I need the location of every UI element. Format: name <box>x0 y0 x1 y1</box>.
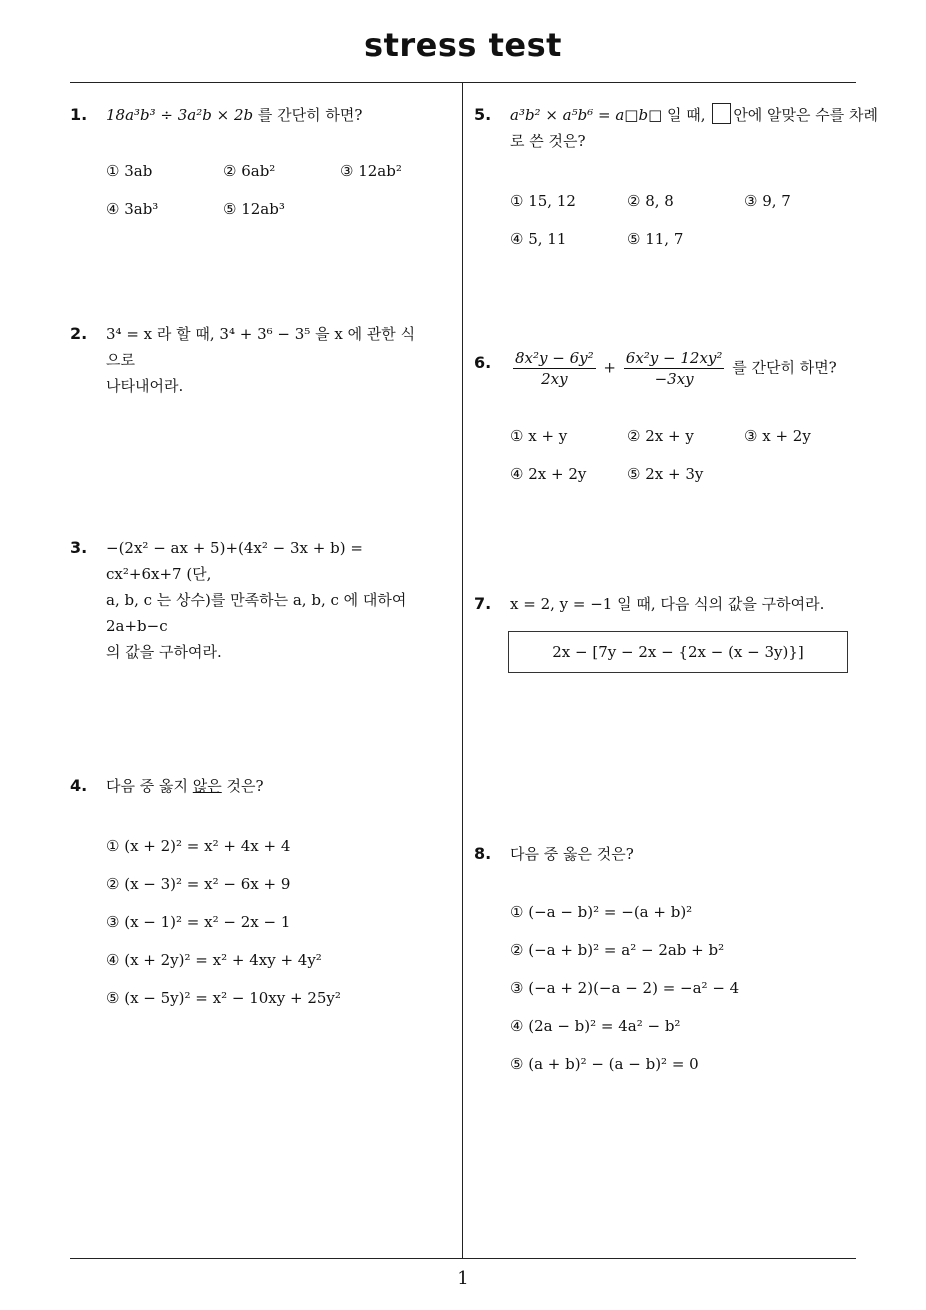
option-2[interactable]: ② 2x + y <box>627 427 694 445</box>
question-number: 5. <box>474 105 492 124</box>
question-2 <box>70 321 420 399</box>
option-3[interactable]: ③ 9, 7 <box>744 192 791 210</box>
question-stem <box>106 773 420 799</box>
question-stem <box>510 102 879 154</box>
page-number: 1 <box>457 1268 469 1289</box>
page-title: stress test <box>364 26 562 64</box>
expression-box: 2x − [7y − 2x − {2x − (x − 3y)}] <box>508 631 848 673</box>
option-2[interactable]: ② 6ab² <box>223 162 276 180</box>
option-4[interactable]: ④ (2a − b)² = 4a² − b² <box>510 1017 681 1035</box>
option-1[interactable]: ① (x + 2)² = x² + 4x + 4 <box>106 837 291 855</box>
stem-before: 다음 중 옳지 <box>106 777 193 795</box>
options <box>106 833 420 1011</box>
column-divider <box>462 83 463 1258</box>
question-stem <box>106 321 420 399</box>
question-number: 7. <box>474 594 492 613</box>
question-number: 3. <box>70 538 88 557</box>
option-1[interactable]: ① x + y <box>510 427 568 445</box>
question-stem <box>510 348 859 389</box>
question-stem: x = 2, y = −1 일 때, 다음 식의 값을 구하여라. <box>510 595 825 613</box>
stem-after: 것은? <box>221 777 264 795</box>
stem-line-2: 나타내어라. <box>106 377 184 395</box>
bottom-divider <box>70 1258 856 1259</box>
question-number: 1. <box>70 105 88 124</box>
options <box>106 158 420 248</box>
option-1[interactable]: ① 3ab <box>106 162 153 180</box>
stem-expression: 18a³b³ ÷ 3a²b × 2b <box>106 106 254 124</box>
question-number: 2. <box>70 324 88 343</box>
option-4[interactable]: ④ 5, 11 <box>510 230 567 248</box>
option-2[interactable]: ② (−a + b)² = a² − 2ab + b² <box>510 941 725 959</box>
question-6 <box>474 348 859 513</box>
question-number: 8. <box>474 844 492 863</box>
option-4[interactable]: ④ 3ab³ <box>106 200 159 218</box>
question-stem: 다음 중 옳은 것은? <box>510 845 634 863</box>
question-stem <box>106 102 420 128</box>
question-4 <box>70 773 420 1023</box>
question-number: 4. <box>70 776 88 795</box>
top-divider <box>70 82 856 83</box>
fraction-2 <box>624 348 725 389</box>
option-5[interactable]: ⑤ 11, 7 <box>627 230 684 248</box>
fraction-1-numerator: 8x²y − 6y² <box>515 349 594 367</box>
options <box>510 423 859 513</box>
question-3 <box>70 535 420 665</box>
fraction-2-denominator: −3xy <box>654 370 694 388</box>
stem-expression: a³b² × a⁵b⁶ = a□b□ <box>510 106 663 124</box>
fraction-1 <box>513 348 596 389</box>
option-4[interactable]: ④ (x + 2y)² = x² + 4xy + 4y² <box>106 951 322 969</box>
stem-line-2: 로 쓴 것은? <box>510 132 586 150</box>
option-3[interactable]: ③ 12ab² <box>340 162 402 180</box>
plus-sign: + <box>603 358 616 377</box>
question-1 <box>70 102 420 248</box>
question-5 <box>474 102 879 278</box>
stem-line-2: a, b, c 는 상수)를 만족하는 a, b, c 에 대하여 2a+b−c <box>106 591 407 635</box>
question-stem <box>106 535 420 665</box>
option-2[interactable]: ② 8, 8 <box>627 192 674 210</box>
option-5[interactable]: ⑤ 12ab³ <box>223 200 285 218</box>
option-2[interactable]: ② (x − 3)² = x² − 6x + 9 <box>106 875 291 893</box>
stem-line-1: 3⁴ = x 라 할 때, 3⁴ + 3⁶ − 3⁵ 을 x 에 관한 식으로 <box>106 325 416 369</box>
fraction-2-numerator: 6x²y − 12xy² <box>625 349 723 367</box>
question-8 <box>474 841 859 1089</box>
option-3[interactable]: ③ x + 2y <box>744 427 811 445</box>
fraction-1-denominator: 2xy <box>541 370 568 388</box>
option-5[interactable]: ⑤ (x − 5y)² = x² − 10xy + 25y² <box>106 989 341 1007</box>
stem-underlined: 않은 <box>192 777 222 795</box>
option-5[interactable]: ⑤ 2x + 3y <box>627 465 704 483</box>
option-1[interactable]: ① 15, 12 <box>510 192 576 210</box>
stem-line-3: 의 값을 구하여라. <box>106 643 222 661</box>
blank-box-icon <box>712 103 731 124</box>
question-7 <box>474 591 859 681</box>
option-1[interactable]: ① (−a − b)² = −(a + b)² <box>510 903 693 921</box>
option-3[interactable]: ③ (x − 1)² = x² − 2x − 1 <box>106 913 291 931</box>
question-number: 6. <box>474 353 492 372</box>
option-4[interactable]: ④ 2x + 2y <box>510 465 587 483</box>
option-5[interactable]: ⑤ (a + b)² − (a − b)² = 0 <box>510 1055 699 1073</box>
stem-text: 를 간단히 하면? <box>257 106 363 124</box>
stem-line-1: −(2x² − ax + 5)+(4x² − 3x + b) = cx²+6x+7 (단, <box>106 539 363 583</box>
stem-after: 안에 알맞은 수를 차례 <box>733 106 879 124</box>
stem-text: 를 간단히 하면? <box>732 358 837 377</box>
option-3[interactable]: ③ (−a + 2)(−a − 2) = −a² − 4 <box>510 979 740 997</box>
options <box>510 188 859 278</box>
options <box>510 899 859 1077</box>
stem-mid: 일 때, <box>662 106 711 124</box>
